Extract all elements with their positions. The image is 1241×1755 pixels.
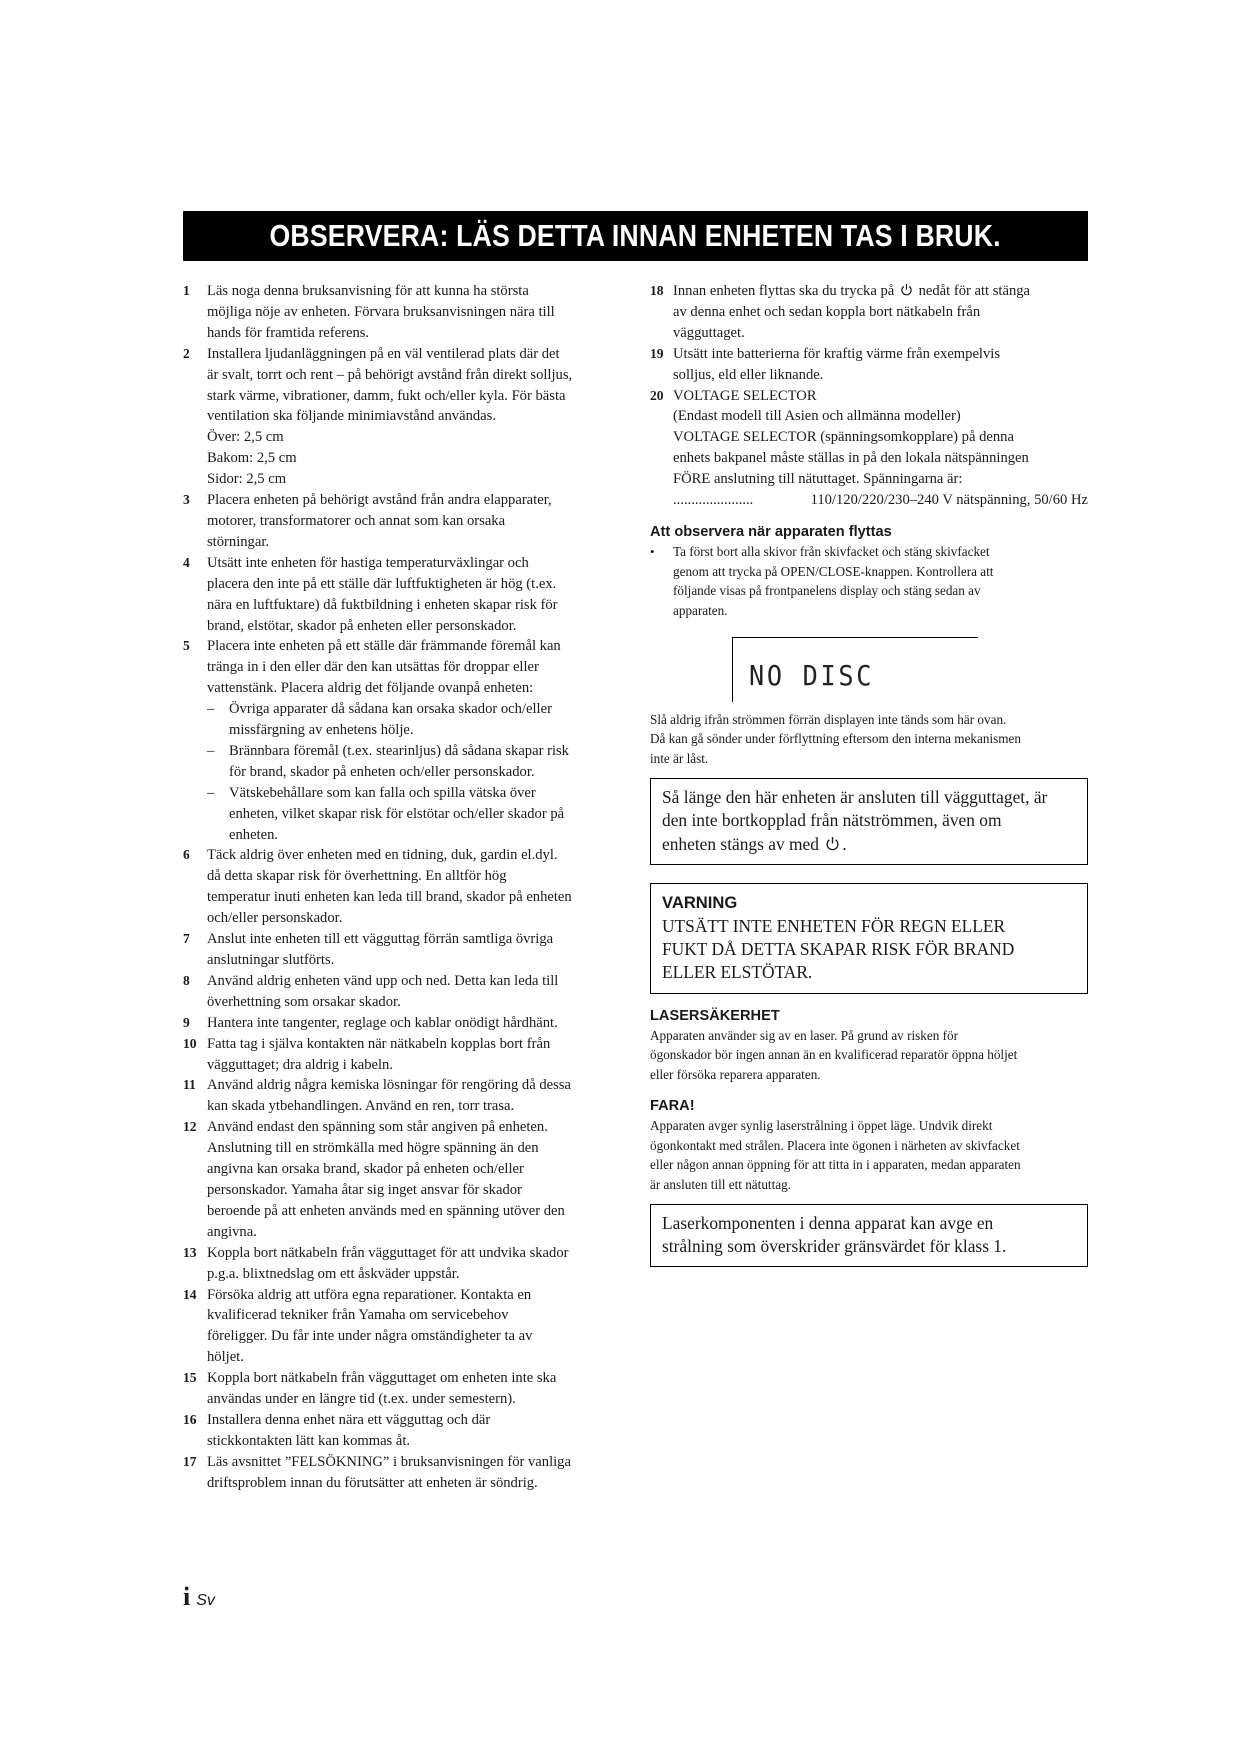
item-text-line: Innan enheten flyttas ska du trycka på nedåt för att stänga — [673, 283, 1031, 299]
sub-item-text-line: enheten, vilket skapar risk för elstötar och/eller skador på — [229, 805, 565, 822]
box-line: strålning som överskrider gränsvärdet för klass 1. — [662, 1236, 1007, 1257]
item-text-line: Anslut inte enheten till ett vägguttag förrän samtliga övriga — [207, 931, 554, 948]
item-text-line: nära en luftfuktare) då fuktbildning i enheten skapar risk för — [207, 596, 558, 613]
laser-text — [650, 1026, 1088, 1085]
item-number: 18 — [650, 283, 664, 298]
item-number: 2 — [183, 345, 190, 361]
list-item — [183, 344, 619, 490]
item-text-line: då detta skapar risk för överhettning. En alltför hög — [207, 868, 507, 885]
warning-box — [650, 883, 1088, 994]
item-text-line: av denna enhet och sedan koppla bort nätkabeln från — [673, 303, 981, 320]
text-line: eller någon annan öppning för att titta in i apparaten, medan apparaten — [650, 1157, 1021, 1173]
item-text-line: Utsätt inte batterierna för kraftig värme från exempelvis — [673, 345, 1001, 362]
item-text-line: hands för framtida referens. — [207, 324, 370, 341]
item-number: 1 — [183, 283, 190, 298]
language-code: Sv — [196, 1592, 215, 1609]
box-line: Så länge den här enheten är ansluten till vägguttaget, är — [662, 786, 1048, 807]
bullet-text-line: följande visas på frontpanelens display och stäng sedan av — [673, 583, 981, 599]
item-text-line: höljet. — [207, 1349, 244, 1366]
item-text-line: möjliga nöje av enheten. Förvara bruksanvisningen nära till — [207, 303, 555, 320]
list-item — [183, 1368, 619, 1410]
item-text-line: tränga in i den eller där den kan utsättas för droppar eller — [207, 659, 539, 676]
item-text-line: beroende på att enheten används med en spänning utöver den — [207, 1202, 565, 1219]
item-text-line: motorer, transformatorer och annat som kan orsaka — [207, 512, 506, 529]
list-item — [183, 1243, 619, 1285]
sub-item-text-line: Brännbara föremål (t.ex. stearinljus) då sådana skapar risk — [229, 742, 569, 759]
text-line: Apparaten använder sig av en laser. På grund av risken för — [650, 1027, 958, 1043]
bullet-mark: • — [650, 543, 655, 559]
warning-title: VARNING — [662, 893, 738, 913]
page-title: OBSERVERA: LÄS DETTA INNAN ENHETEN TAS I BRUK. — [269, 218, 1002, 253]
dash-mark: – — [207, 784, 215, 801]
item-number: 15 — [183, 1370, 197, 1386]
item-number: 19 — [650, 345, 664, 361]
page-number: i — [183, 1582, 191, 1611]
box-line: den inte bortkopplad från nätströmmen, även om — [662, 810, 1002, 831]
power-icon — [825, 836, 840, 851]
text-line: ögonskador bör ingen annan än en kvalificerad reparatör öppna höljet — [650, 1047, 1018, 1063]
item-text-line: är svalt, torrt och rent – på behörigt avstånd från direkt solljus, — [207, 366, 573, 383]
item-number: 7 — [183, 931, 190, 947]
item-number: 5 — [183, 638, 190, 654]
display-note — [650, 710, 1088, 769]
item-text-line: Fatta tag i själva kontakten när nätkabeln kopplas bort från — [207, 1035, 551, 1052]
item-text-line: Försöka aldrig att utföra egna reparationer. Kontakta en — [207, 1286, 532, 1303]
sub-item — [207, 741, 619, 783]
item-text-line: Använd endast den spänning som står angiven på enheten. — [207, 1119, 548, 1136]
item-text-line: VOLTAGE SELECTOR (spänningsomkopplare) på denna — [673, 429, 1014, 446]
item-text-line: Utsätt inte enheten för hastiga temperaturväxlingar och — [207, 554, 529, 571]
item-text-line: (Endast modell till Asien och allmänna modeller) — [673, 408, 961, 425]
item-text-line: angivna. — [207, 1223, 257, 1240]
item-text-line: störningar. — [207, 533, 270, 550]
item-number: 8 — [183, 972, 190, 988]
dash-mark: – — [207, 742, 215, 759]
left-column — [183, 281, 619, 1494]
item-text-line: kan skada ytbehandlingen. Använd en ren, torr trasa. — [207, 1098, 515, 1115]
bullet-text-line: Ta först bort alla skivor från skivfacket och stäng skivfacket — [673, 543, 990, 559]
text-line: ögonkontakt med strålen. Placera inte ögonen i närheten av skivfacket — [650, 1137, 1020, 1153]
bullet-text-line: genom att trycka på OPEN/CLOSE-knappen. Kontrollera att — [673, 563, 994, 579]
note-line: inte är låst. — [650, 751, 709, 767]
item-text-line: stark värme, vibrationer, damm, fukt och/eller kyla. För bästa — [207, 387, 566, 404]
text-line: eller försöka reparera apparaten. — [650, 1067, 821, 1083]
item-number: 20 — [650, 387, 664, 403]
item-text-line: kvalificerad tekniker från Yamaha om servicebehov — [207, 1307, 509, 1324]
section-heading-laser: LASERSÄKERHET — [650, 1007, 780, 1024]
item-text-line: Koppla bort nätkabeln från vägguttaget för att undvika skador — [207, 1244, 569, 1261]
item-text-line: FÖRE anslutning till nätuttaget. Spänningarna är: — [673, 471, 963, 488]
list-item — [650, 386, 1088, 511]
item-text-line: Läs noga denna bruksanvisning för att kunna ha största — [207, 283, 529, 299]
item-text-line: Installera ljudanläggningen på en väl ventilerad plats där det — [207, 345, 560, 362]
box-line: UTSÄTT INTE ENHETEN FÖR REGN ELLER — [662, 915, 1006, 936]
sub-item-text-line: för brand, skador på enheten och/eller personskador. — [229, 763, 535, 780]
dash-mark: – — [207, 701, 215, 718]
item-text-line: Täck aldrig över enheten med en tidning, duk, gardin el.dyl. — [207, 847, 558, 864]
list-item — [183, 636, 619, 845]
item-text-line: Anslutning till en strömkälla med högre spänning än den — [207, 1140, 539, 1157]
list-item — [183, 281, 619, 344]
list-item — [650, 344, 1088, 386]
list-item — [183, 1285, 619, 1369]
item-text-line: angivna kan orsaka brand, skador på enheten och/eller — [207, 1161, 524, 1178]
section-heading-danger: FARA! — [650, 1097, 695, 1114]
sub-item — [207, 699, 619, 741]
item-text-line: p.g.a. blixtnedslag om ett åskväder uppstår. — [207, 1265, 460, 1282]
voltage-line — [673, 490, 1088, 511]
item-text-line: VOLTAGE SELECTOR — [673, 387, 817, 404]
item-text-line: stickkontakten lätt kan kommas åt. — [207, 1432, 411, 1449]
box-line: FUKT DÅ DETTA SKAPAR RISK FÖR BRAND — [662, 938, 1015, 959]
item-text-line: Installera denna enhet nära ett vägguttag och där — [207, 1411, 491, 1428]
display-text: NO DISC — [749, 658, 875, 692]
list-item — [183, 1410, 619, 1452]
front-panel-display — [732, 637, 978, 702]
item-text-line: ventilation ska följande minimiavstånd användas. — [207, 408, 496, 425]
item-number: 12 — [183, 1119, 197, 1135]
item-number: 14 — [183, 1286, 197, 1302]
item-text-line: placera den inte på ett ställe där luftfuktigheten är hög (t.ex. — [207, 575, 557, 592]
item-number: 11 — [183, 1077, 196, 1093]
power-notice-box — [650, 778, 1088, 865]
list-item — [650, 281, 1088, 344]
item-text-line: vägguttaget. — [673, 324, 745, 341]
note-line: Då kan gå sönder under förflyttning eftersom den interna mekanismen — [650, 731, 1021, 747]
section-heading-moving: Att observera när apparaten flyttas — [650, 523, 892, 540]
box-line: enheten stängs av med . — [662, 833, 847, 854]
item-text-line: Läs avsnittet ”FELSÖKNING” i bruksanvisningen för vanliga — [207, 1453, 571, 1470]
list-item — [183, 929, 619, 971]
text-line: är ansluten till ett nätuttag. — [650, 1176, 791, 1192]
item-text-line: och/eller personskador. — [207, 910, 343, 927]
item-text-line: enhets bakpanel måste ställas in på den lokala nätspänningen — [673, 450, 1029, 467]
list-item — [183, 490, 619, 553]
list-item — [183, 1075, 619, 1117]
sub-item-text-line: missfärgning av enhetens hölje. — [229, 722, 414, 739]
item-text-line: vattenstänk. Placera aldrig det följande ovanpå enheten: — [207, 680, 534, 697]
item-number: 17 — [183, 1453, 197, 1469]
item-text-line: användas under en längre tid (t.ex. under semestern). — [207, 1391, 516, 1408]
item-text-line: brand, elstötar, skador på enheten eller personskador. — [207, 617, 517, 634]
item-number: 10 — [183, 1035, 197, 1051]
page-footer — [183, 1582, 215, 1612]
page-title-banner — [183, 211, 1088, 261]
item-number: 6 — [183, 847, 190, 863]
item-number: 3 — [183, 492, 190, 508]
list-item — [183, 1117, 619, 1242]
list-item — [183, 971, 619, 1013]
item-number: 16 — [183, 1411, 197, 1427]
item-text-line: Sidor: 2,5 cm — [207, 471, 287, 488]
item-text-line: personskador. Yamaha åtar sig inget ansvar för skador — [207, 1181, 522, 1198]
item-text-line: Placera inte enheten på ett ställe där främmande föremål kan — [207, 638, 561, 655]
sub-item-text-line: Vätskebehållare som kan falla och spilla vätska över — [229, 784, 536, 801]
item-text-line: vägguttaget; dra aldrig i kabeln. — [207, 1056, 394, 1073]
bullet-text-line: apparaten. — [673, 603, 728, 619]
laser-class-box — [650, 1204, 1088, 1268]
list-item — [183, 1034, 619, 1076]
item-text-line: Bakom: 2,5 cm — [207, 450, 297, 467]
item-text-line: överhettning som orsakar skador. — [207, 993, 401, 1010]
voltage-values: 110/120/220/230–240 V nätspänning, 50/60 Hz — [810, 492, 1088, 509]
list-item — [183, 845, 619, 929]
item-number: 13 — [183, 1244, 197, 1260]
item-text-line: Koppla bort nätkabeln från vägguttaget om enheten inte ska — [207, 1370, 557, 1387]
note-line: Slå aldrig ifrån strömmen förrän displayen inte tänds som här ovan. — [650, 711, 1007, 727]
item-text-line: föreligger. Du får inte under några omständigheter ta av — [207, 1328, 533, 1345]
item-number: 9 — [183, 1014, 190, 1030]
item-text-line: Använd aldrig några kemiska lösningar för rengöring då dessa — [207, 1077, 571, 1094]
sub-item-text-line: enheten. — [229, 826, 279, 843]
list-item — [183, 1013, 619, 1034]
text-line: Apparaten avger synlig laserstrålning i öppet läge. Undvik direkt — [650, 1117, 993, 1133]
danger-text — [650, 1116, 1088, 1195]
power-icon — [900, 283, 913, 296]
sub-item-text-line: Övriga apparater då sådana kan orsaka skador och/eller — [229, 701, 552, 718]
item-text-line: Hantera inte tangenter, reglage och kablar onödigt hårdhänt. — [207, 1014, 558, 1031]
box-line: Laserkomponenten i denna apparat kan avge en — [662, 1212, 994, 1233]
item-text-line: solljus, eld eller liknande. — [673, 366, 824, 383]
sub-item — [207, 783, 619, 846]
bullet-item — [650, 542, 1088, 621]
list-item — [183, 553, 619, 637]
item-text-line: Över: 2,5 cm — [207, 429, 284, 446]
dot-leader: ...................... — [673, 492, 754, 509]
list-item — [183, 1452, 619, 1494]
box-line: ELLER ELSTÖTAR. — [662, 962, 813, 983]
item-text-line: temperatur inuti enheten kan leda till brand, skador på enheten — [207, 889, 572, 906]
item-text-line: Placera enheten på behörigt avstånd från andra elapparater, — [207, 492, 552, 509]
item-text-line: anslutningar slutförts. — [207, 952, 335, 968]
right-column — [650, 281, 1088, 1267]
item-text-line: driftsproblem innan du förutsätter att enheten är söndrig. — [207, 1474, 538, 1491]
item-text-line: Använd aldrig enheten vänd upp och ned. Detta kan leda till — [207, 972, 559, 989]
item-number: 4 — [183, 554, 190, 570]
